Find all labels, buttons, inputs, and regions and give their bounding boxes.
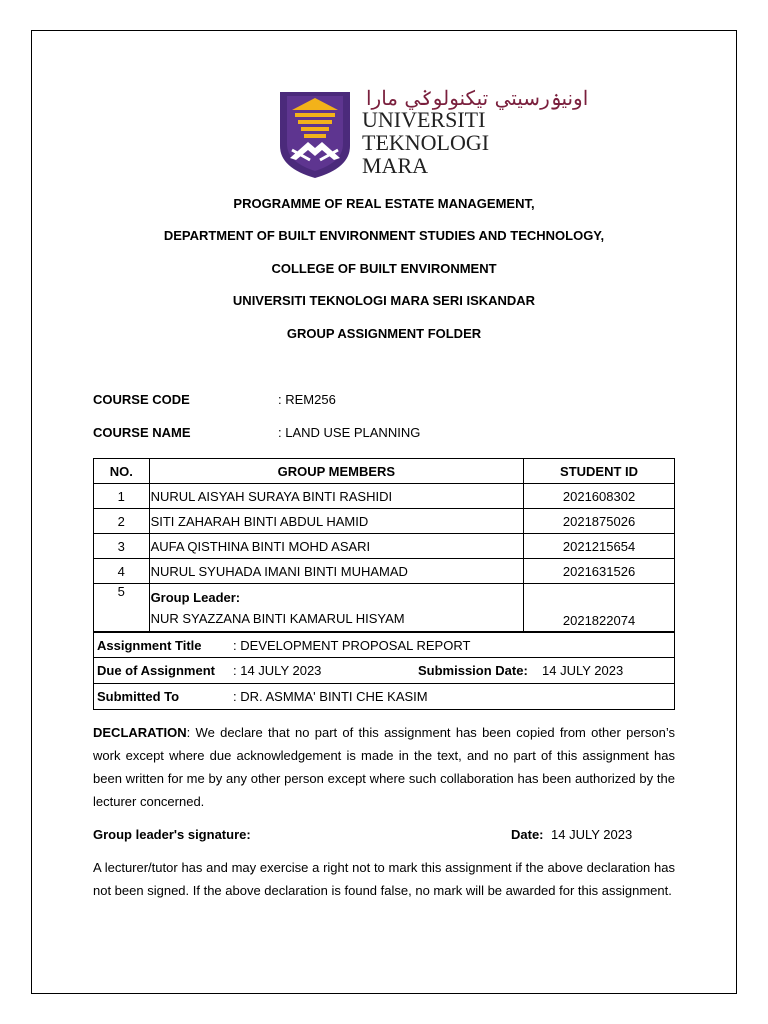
heading-college: COLLEGE OF BUILT ENVIRONMENT [271, 261, 497, 276]
signature-date-value: 14 JULY 2023 [551, 827, 633, 842]
row-no: 4 [94, 559, 150, 584]
table-header-row [94, 459, 675, 484]
table-row [94, 484, 675, 509]
table-row [94, 534, 675, 559]
leader-name: NUR SYAZZANA BINTI KAMARUL HISYAM [150, 610, 405, 626]
assignment-title-label: Assignment Title [97, 638, 202, 653]
table-row [94, 509, 675, 534]
leader-no: 5 [94, 584, 150, 632]
signature-date-label: Date: [511, 827, 544, 842]
leader-cell [149, 584, 524, 632]
row-member-name: NURUL SYUHADA IMANI BINTI MUHAMAD [149, 559, 524, 584]
header-group-members: GROUP MEMBERS [149, 459, 524, 484]
due-value: : 14 JULY 2023 [233, 663, 322, 678]
submitted-to-row [93, 684, 675, 710]
row-student-id: 2021608302 [524, 484, 675, 509]
logo-university-name [362, 108, 489, 177]
table-row [94, 559, 675, 584]
group-members-table [93, 458, 675, 632]
row-member-name: SITI ZAHARAH BINTI ABDUL HAMID [149, 509, 524, 534]
logo-name-line-1: UNIVERSITI [362, 107, 486, 132]
row-no: 2 [94, 509, 150, 534]
row-no: 1 [94, 484, 150, 509]
header-no: NO. [94, 459, 150, 484]
course-name-label: COURSE NAME [93, 425, 191, 440]
logo-jawi-text: اونيۏرسيتي تيکنولوݢي مارا [366, 86, 589, 110]
heading-university: UNIVERSITI TEKNOLOGI MARA SERI ISKANDAR [232, 293, 536, 308]
submission-date-label: Submission Date: [418, 663, 528, 678]
due-label: Due of Assignment [97, 663, 215, 678]
table-row-leader [94, 584, 675, 632]
heading-department: DEPARTMENT OF BUILT ENVIRONMENT STUDIES AND TECHNOLOGY, [163, 228, 605, 243]
assignment-title-row [93, 632, 675, 658]
heading-folder: GROUP ASSIGNMENT FOLDER [286, 326, 482, 341]
notice-paragraph: A lecturer/tutor has and may exercise a right not to mark this assignment if the above declaration has not been signed. If the above declaration is found false, no mark will be awarded for this assignment. [93, 860, 675, 898]
row-member-name: AUFA QISTHINA BINTI MOHD ASARI [149, 534, 524, 559]
header-student-id: STUDENT ID [524, 459, 675, 484]
leader-role-label: Group Leader: [150, 589, 241, 605]
course-code-label: COURSE CODE [93, 392, 190, 407]
course-code-value: : REM256 [278, 392, 336, 407]
row-student-id: 2021875026 [524, 509, 675, 534]
leader-student-id: 2021822074 [524, 584, 675, 632]
logo-name-line-3: MARA [362, 153, 429, 178]
row-student-id: 2021631526 [524, 559, 675, 584]
declaration-text: : We declare that no part of this assignment has been copied from other person’s work except where due acknowledgement is made in the text, and no part of this assignment has been written for me by any other person except where such collaboration has been authorized by the lecturer concerned. [93, 725, 675, 809]
submitted-to-label: Submitted To [97, 689, 180, 704]
declaration-paragraph [93, 721, 675, 813]
row-no: 3 [94, 534, 150, 559]
submission-date-value: 14 JULY 2023 [542, 663, 624, 678]
due-row [93, 658, 675, 684]
signature-label: Group leader's signature: [93, 827, 251, 842]
logo-name-line-2: TEKNOLOGI [362, 130, 490, 155]
assignment-title-value: : DEVELOPMENT PROPOSAL REPORT [233, 638, 471, 653]
row-member-name: NURUL AISYAH SURAYA BINTI RASHIDI [149, 484, 524, 509]
declaration-label: DECLARATION [93, 725, 187, 740]
submitted-to-value: : DR. ASMMA' BINTI CHE KASIM [233, 689, 428, 704]
heading-programme: PROGRAMME OF REAL ESTATE MANAGEMENT, [233, 196, 535, 211]
course-name-value: : LAND USE PLANNING [278, 425, 421, 440]
row-student-id: 2021215654 [524, 534, 675, 559]
